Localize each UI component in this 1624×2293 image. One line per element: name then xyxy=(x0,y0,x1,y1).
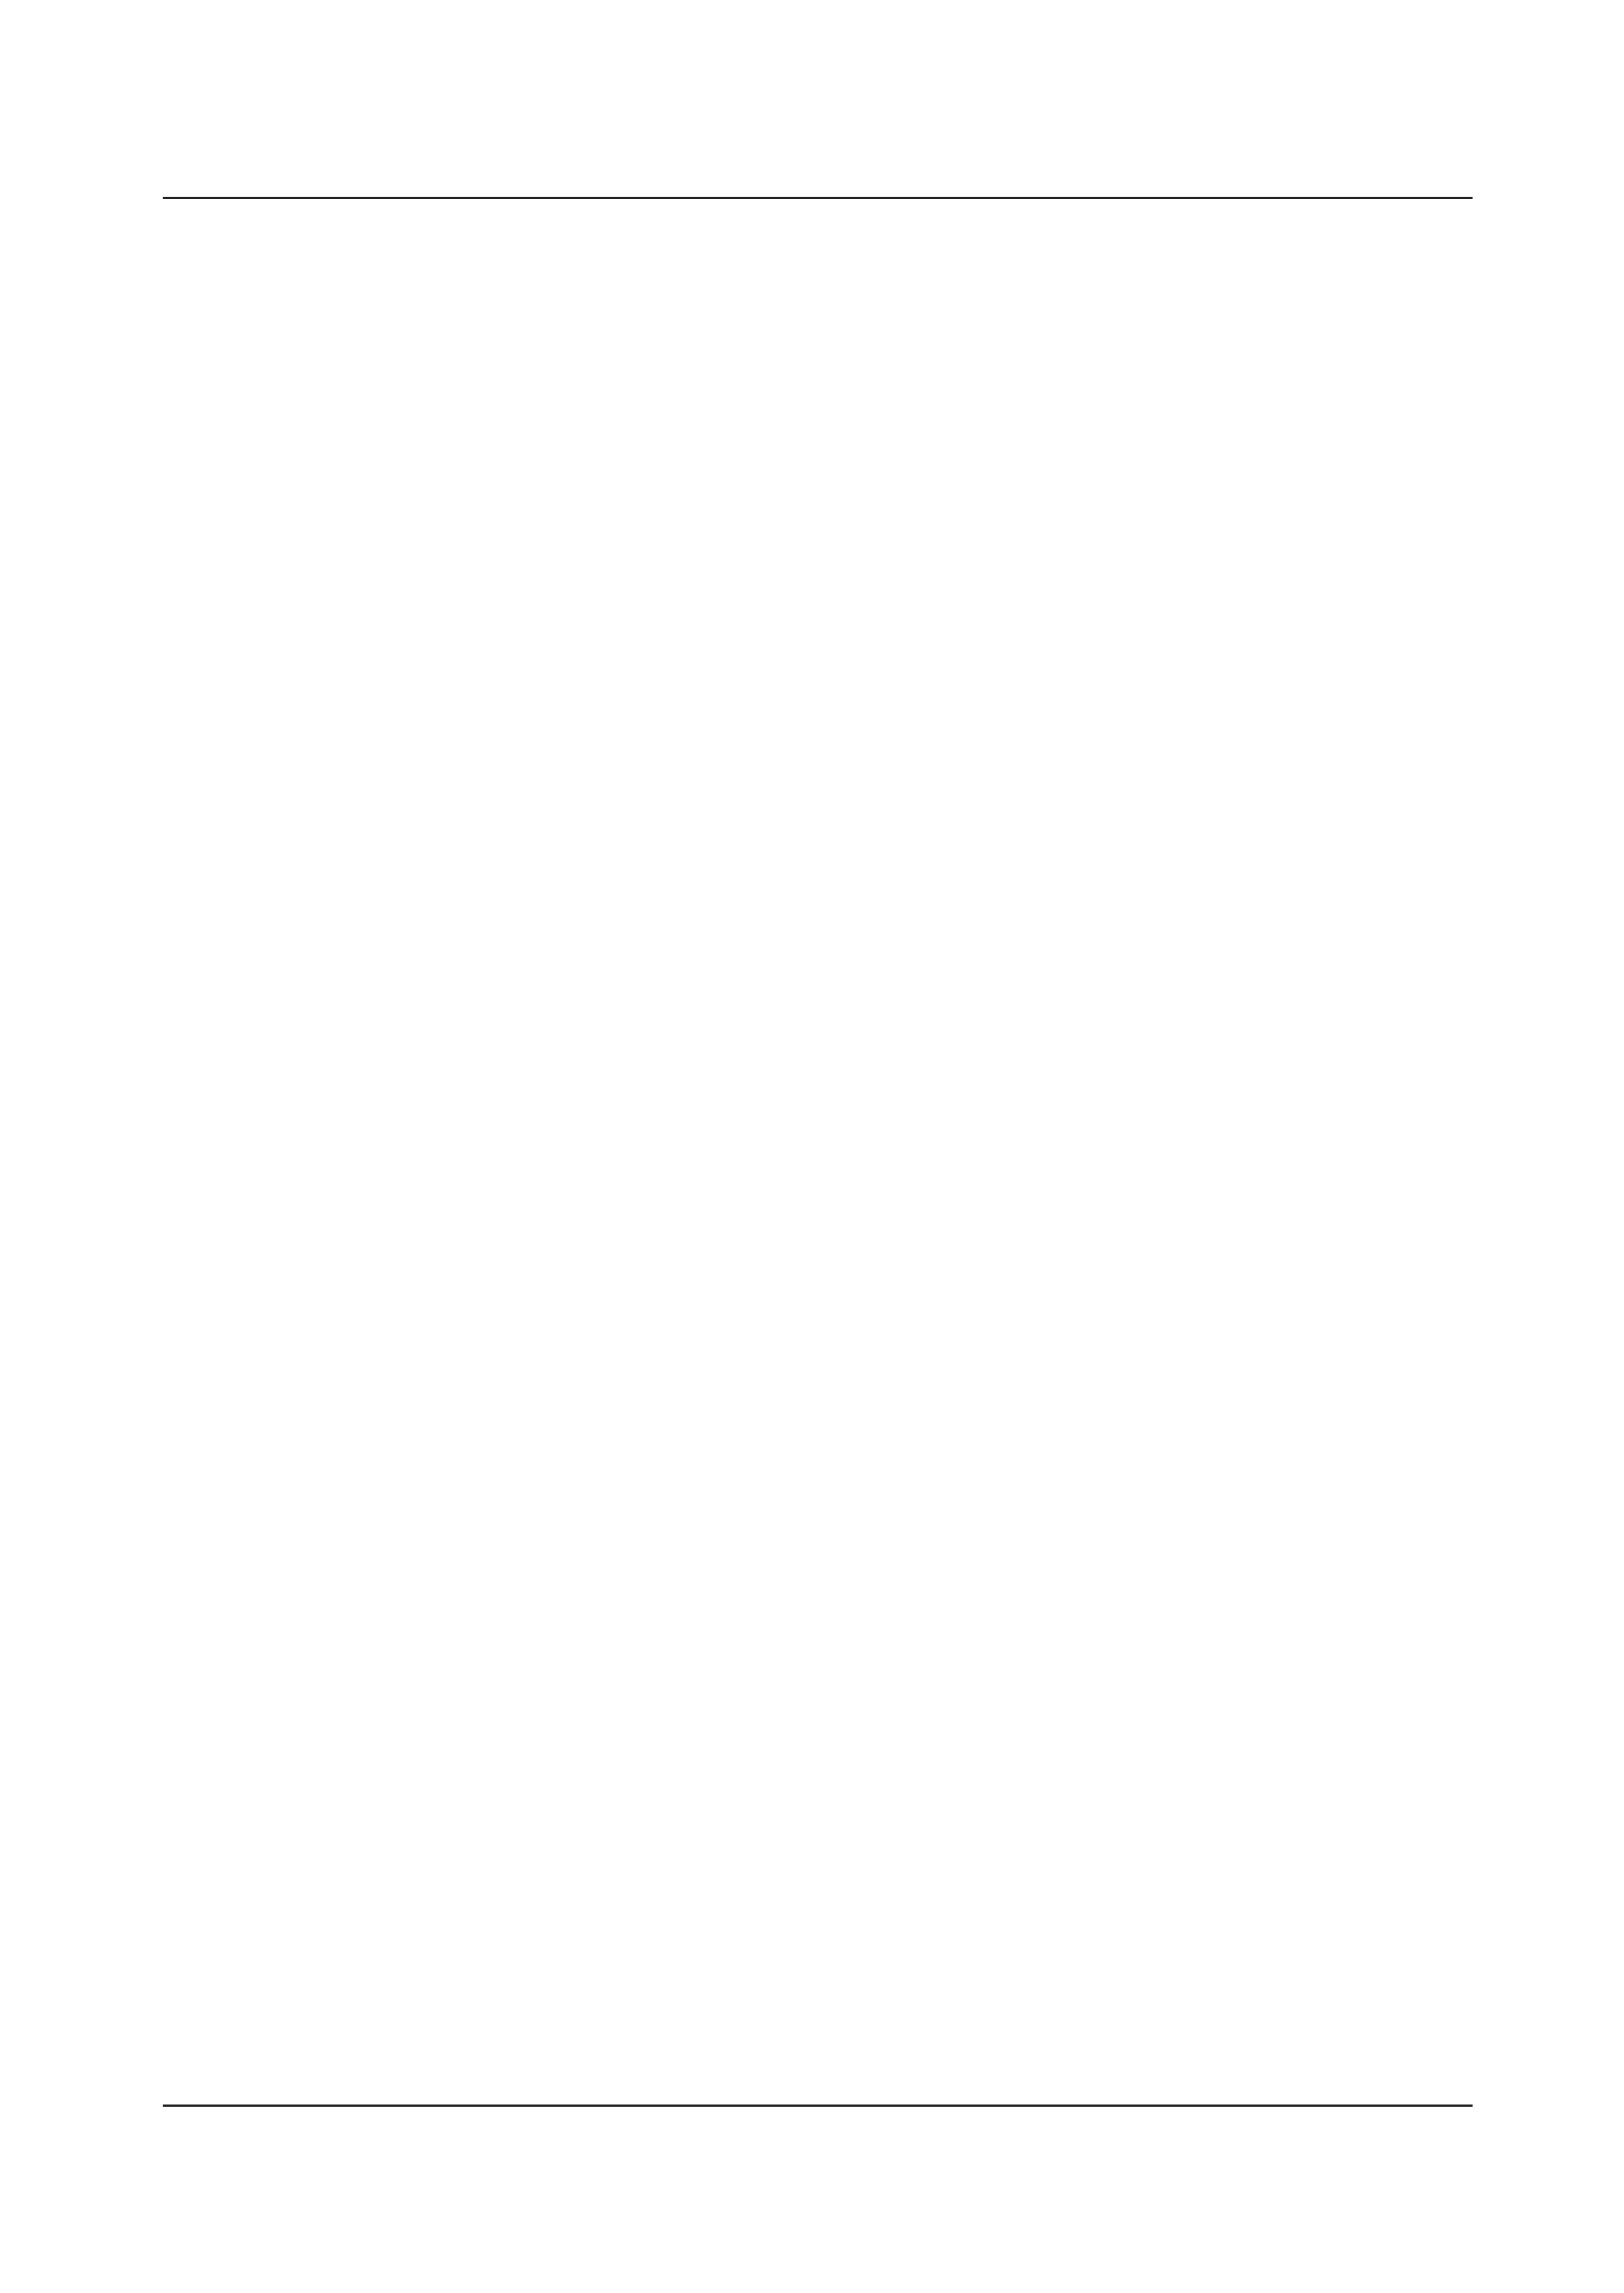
footer-rule xyxy=(163,2105,1473,2107)
top-tier-text xyxy=(151,216,1469,799)
middle-tier-text xyxy=(151,848,1469,1488)
bottom-tier-text xyxy=(151,1514,1469,2089)
running-header xyxy=(167,151,192,186)
header-rule xyxy=(163,197,1473,199)
